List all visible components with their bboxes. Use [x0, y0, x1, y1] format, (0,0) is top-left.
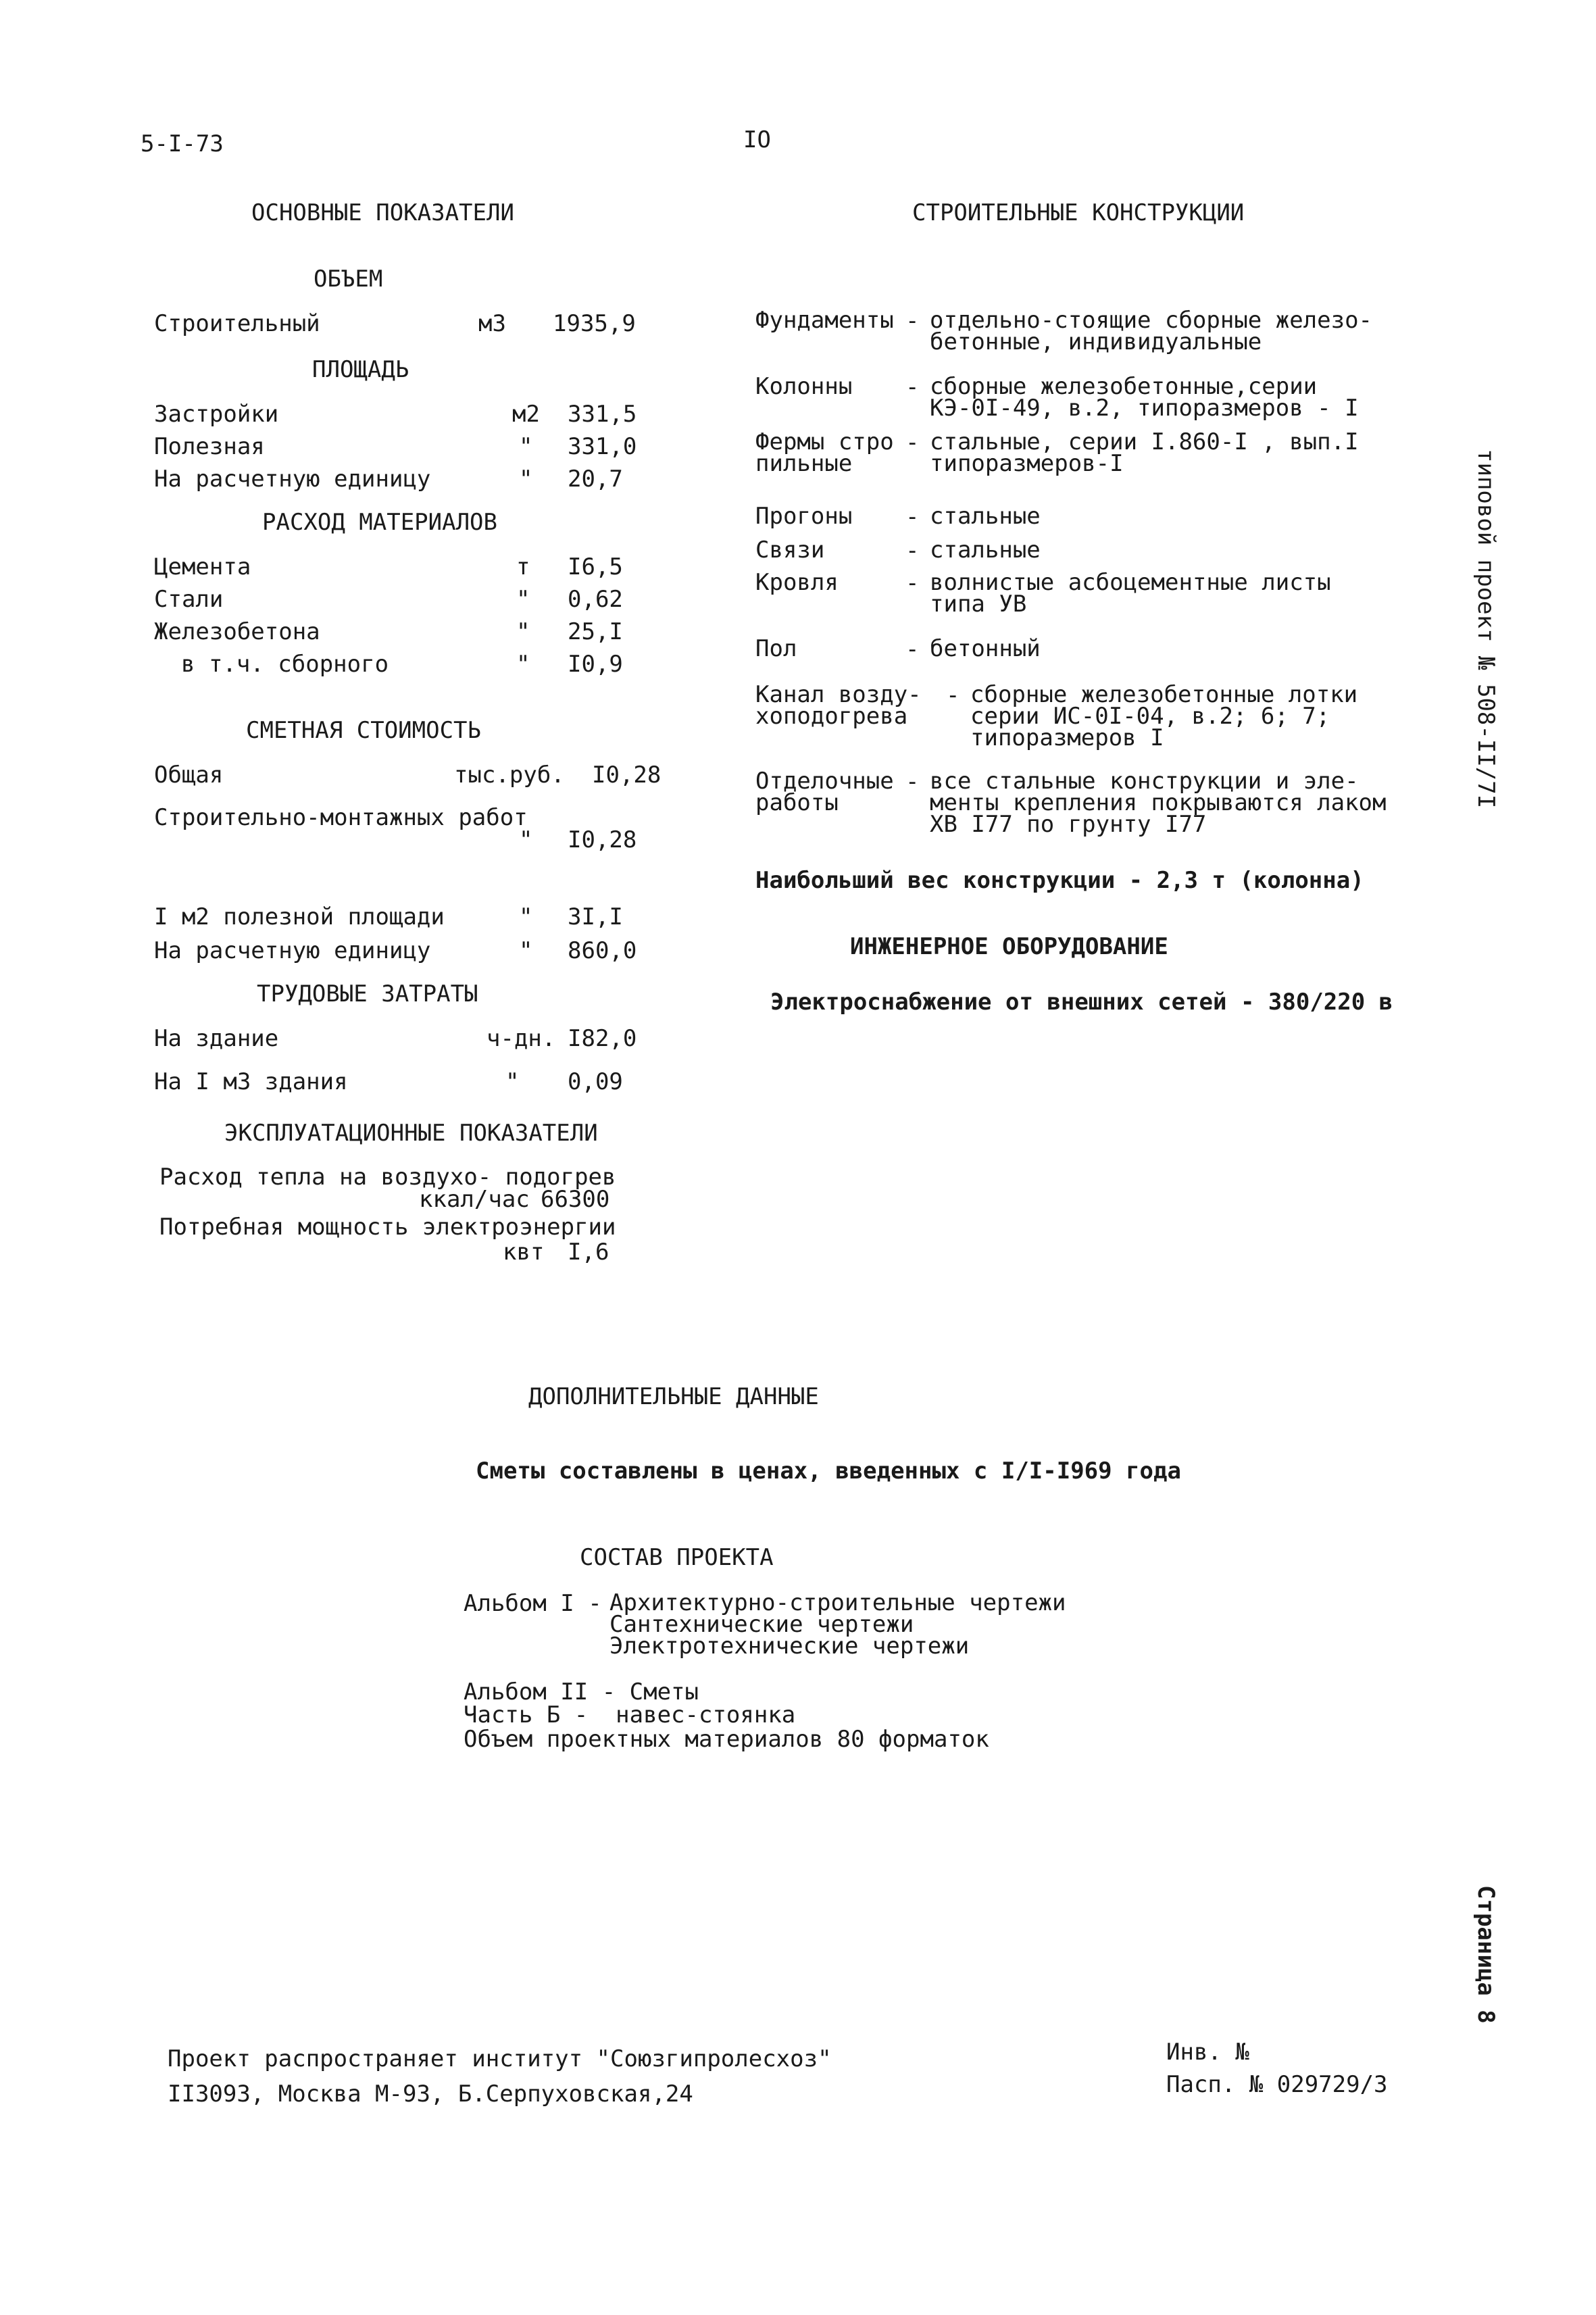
row-unit: квт — [503, 1239, 545, 1266]
construction-desc: стальные — [930, 537, 1041, 564]
construction-desc: все стальные конструкции и эле- менты крепления покрываются лаком ХВ I77 по грунту I77 — [930, 768, 1387, 838]
row-unit: " — [519, 826, 533, 853]
construction-name: Фермы стро пильные — [755, 428, 894, 477]
row-label: Стали — [154, 586, 224, 613]
row-value: 331,5 — [568, 401, 637, 428]
row-label: I м2 полезной площади — [154, 903, 445, 930]
construction-desc: волнистые асбоцементные листы типа УВ — [930, 569, 1331, 618]
row-label: Железобетона — [154, 618, 320, 645]
page-number: IO — [743, 126, 771, 153]
construction-desc: отдельно-стоящие сборные железо- бетонные, индивидуальные — [930, 307, 1373, 355]
row-unit: " — [519, 937, 533, 964]
row-unit: ккал/час — [419, 1186, 530, 1213]
row-value: I0,28 — [568, 826, 637, 853]
volume-line: Объем проектных материалов 80 форматок — [464, 1726, 989, 1753]
construction-dash: - — [905, 537, 920, 564]
construction-name: Канал возду- хоподогрева — [755, 681, 922, 730]
constructions-title: СТРОИТЕЛЬНЫЕ КОНСТРУКЦИИ — [912, 199, 1245, 226]
page-label-vertical: Страница 8 — [1472, 1885, 1499, 2024]
project-number-vertical: типовой проект № 508-II/7I — [1472, 449, 1499, 809]
distributor-line-1: Проект распространяет институт "Союзгипролесхоз" — [168, 2045, 832, 2072]
row-value: 20,7 — [568, 466, 623, 493]
row-label: Строительный — [154, 310, 320, 337]
construction-dash: - — [905, 374, 920, 401]
construction-name: Прогоны — [755, 503, 853, 530]
row-value: I0,28 — [592, 762, 662, 789]
operation-title: ЭКСПЛУАТАЦИОННЫЕ ПОКАЗАТЕЛИ — [224, 1120, 598, 1147]
row-unit: " — [519, 903, 533, 930]
row-unit: " — [505, 1068, 520, 1095]
row-unit: " — [516, 586, 530, 613]
row-label: На расчетную единицу — [154, 466, 431, 493]
row-value: I82,0 — [568, 1025, 637, 1052]
construction-dash: - — [905, 768, 920, 795]
row-value: 3I,I — [568, 903, 623, 930]
composition-title: СОСТАВ ПРОЕКТА — [580, 1544, 774, 1571]
row-label: в т.ч. сборного — [181, 651, 389, 678]
construction-name: Фундаменты — [755, 307, 894, 334]
max-weight-note: Наибольший вес конструкции - 2,3 т (колонна) — [755, 867, 1364, 894]
row-label: Общая — [154, 762, 224, 789]
part-b-line: Часть Б - навес-стоянка — [464, 1701, 796, 1728]
album-1-label: Альбом I - — [464, 1590, 602, 1617]
construction-desc: сборные железобетонные лотки серии ИС-0I-04, в.2; 6; 7; типоразмеров I — [970, 681, 1358, 751]
row-label: На здание — [154, 1025, 279, 1052]
prices-note: Сметы составлены в ценах, введенных с I/I-I969 года — [476, 1458, 1181, 1485]
album-1-line: Архитектурно-строительные чертежи — [609, 1589, 1066, 1616]
row-unit: м2 — [512, 401, 540, 428]
album-1-line: Электротехнические чертежи — [609, 1633, 970, 1660]
inventory-number: Инв. № — [1166, 2039, 1249, 2066]
row-unit: " — [516, 618, 530, 645]
labor-title: ТРУДОВЫЕ ЗАТРАТЫ — [257, 980, 478, 1007]
engineering-title: ИНЖЕНЕРНОЕ ОБОРУДОВАНИЕ — [850, 933, 1168, 960]
construction-dash: - — [905, 307, 920, 334]
row-label: Застройки — [154, 401, 279, 428]
construction-dash: - — [905, 570, 920, 597]
power-supply-note: Электроснабжение от внешних сетей - 380/220 в — [770, 989, 1393, 1016]
row-label: Строительно-монтажных работ — [154, 804, 528, 831]
row-label: На расчетную единицу — [154, 937, 431, 964]
materials-title: РАСХОД МАТЕРИАЛОВ — [262, 509, 497, 536]
row-unit: " — [519, 433, 533, 460]
row-label: На I м3 здания — [154, 1068, 348, 1095]
row-label: Расход тепла на воздухо- подогрев — [159, 1164, 616, 1191]
row-unit: тыс.руб. — [454, 762, 565, 789]
row-value: I6,5 — [568, 553, 623, 580]
row-unit: ч-дн. — [487, 1025, 556, 1052]
construction-desc: стальные, серии I.860-I , вып.I типоразмеров-I — [930, 428, 1359, 477]
construction-name: Кровля — [755, 569, 839, 596]
construction-desc: сборные железобетонные,серии КЭ-0I-49, в.2, типоразмеров - I — [930, 373, 1359, 422]
row-label: Полезная — [154, 433, 265, 460]
doc-code: 5-I-73 — [141, 130, 224, 157]
row-value: 25,I — [568, 618, 623, 645]
album-2-line: Альбом II - Сметы — [464, 1678, 699, 1706]
row-label: Цемента — [154, 553, 251, 580]
distributor-line-2: II3093, Москва М-93, Б.Серпуховская,24 — [168, 2081, 693, 2108]
row-value: 331,0 — [568, 433, 637, 460]
construction-name: Пол — [755, 635, 797, 662]
additional-title: ДОПОЛНИТЕЛЬНЫЕ ДАННЫЕ — [528, 1383, 819, 1410]
row-unit: т — [516, 553, 530, 580]
construction-desc: бетонный — [930, 635, 1041, 662]
construction-dash: - — [946, 682, 960, 709]
row-label: Потребная мощность электроэнергии — [159, 1214, 616, 1241]
main-indicators-title: ОСНОВНЫЕ ПОКАЗАТЕЛИ — [251, 199, 514, 226]
construction-desc: стальные — [930, 503, 1041, 530]
row-value: I,6 — [568, 1239, 609, 1266]
construction-name: Отделочные работы — [755, 768, 894, 816]
row-unit: " — [519, 466, 533, 493]
row-value: I0,9 — [568, 651, 623, 678]
passport-number: Пасп. № 029729/3 — [1166, 2071, 1388, 2098]
row-value: 66300 — [541, 1186, 610, 1213]
construction-name: Связи — [755, 537, 825, 564]
construction-dash: - — [905, 429, 920, 456]
row-value: 0,62 — [568, 586, 623, 613]
row-unit: " — [516, 651, 530, 678]
cost-title: СМЕТНАЯ СТОИМОСТЬ — [246, 717, 481, 744]
construction-dash: - — [905, 636, 920, 663]
row-value: 0,09 — [568, 1068, 623, 1095]
volume-title: ОБЪЕМ — [314, 266, 383, 293]
construction-dash: - — [905, 503, 920, 530]
row-unit: м3 — [478, 310, 506, 337]
area-title: ПЛОЩАДЬ — [312, 356, 409, 383]
construction-name: Колонны — [755, 373, 853, 400]
row-value: 860,0 — [568, 937, 637, 964]
album-1-line: Сантехнические чертежи — [609, 1611, 914, 1638]
row-value: 1935,9 — [553, 310, 636, 337]
